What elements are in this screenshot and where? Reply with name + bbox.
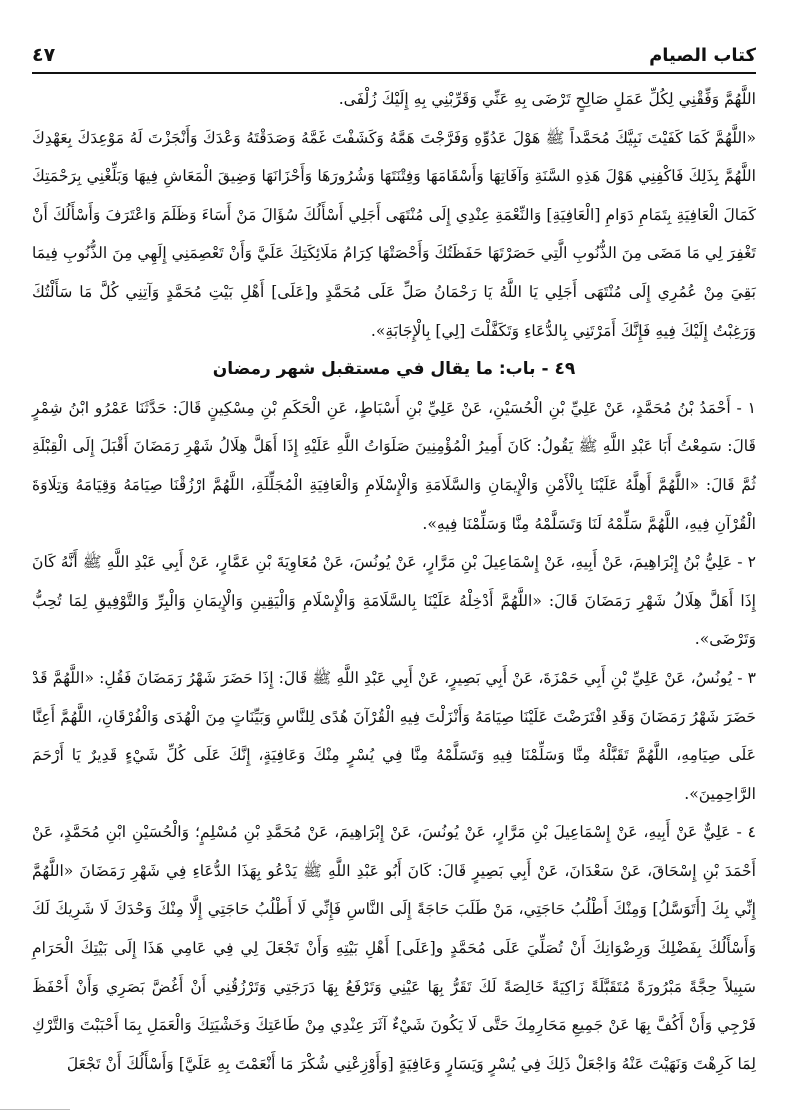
page-header <box>32 28 756 74</box>
page-number: ٤٧ <box>32 44 56 66</box>
paragraph: اللَّهُمَّ وَفِّقْنِي لِكُلِّ عَمَلٍ صَالِحٍ تَرْضَى بِهِ عَنِّي وَقَرِّبْنِي بِهِ إِلَيْكَ زُلْفَى. <box>338 90 756 108</box>
section-heading: ٤٩ - باب: ما يقال في مستقبل شهر رمضان <box>212 359 576 380</box>
narration-3: ٣ - يُونُسُ، عَنْ عَلِيِّ بْنِ أَبِي حَمْزَةَ، عَنْ أَبِي بَصِيرٍ، عَنْ أَبِي عَبْدِ اللَّهِ ﷺ قَالَ: إِذَا حَضَرَ شَهْرُ رَمَضَانَ فَقُلِ: «اللَّهُمَّ قَدْ حَضَرَ شَهْرُ رَمَضَانَ وَقَدِ افْتَرَضْتَ عَلَيْنَا صِيَامَهُ وَأَنْزَلْتَ فِيهِ الْقُرْآنَ هُدًى لِلنَّاسِ وَبَيِّنَاتٍ مِنَ الْهُدَى وَالْفُرْقَانِ، اللَّهُمَّ أَعِنَّا عَلَى صِيَامِهِ، اللَّهُمَّ تَقَبَّلْهُ مِنَّا وَسَلِّمْنَا فِيهِ وَتَسَلَّمْهُ مِنَّا فِي يُسْرٍ مِنْكَ وَعَافِيَةٍ، إِنَّكَ عَلَى كُلِّ شَيْءٍ قَدِيرٌ يَا أَرْحَمَ الرَّاحِمِينَ». <box>32 668 756 803</box>
page-body <box>32 80 756 1083</box>
running-title: كتاب الصيام <box>649 45 756 66</box>
narration-4: ٤ - عَلِيٌّ عَنْ أَبِيهِ، عَنْ إِسْمَاعِيلَ بْنِ مَرَّارٍ، عَنْ يُونُسَ، عَنْ إِبْرَاهِيمَ، عَنْ مُحَمَّدِ بْنِ مُسْلِمٍ؛ وَالْحُسَيْنِ ابْنِ مُحَمَّدٍ، عَنْ أَحْمَدَ بْنِ إِسْحَاقَ، عَنْ سَعْدَانَ، عَنْ أَبِي بَصِيرٍ قَالَ: كَانَ أَبُو عَبْدِ اللَّهِ ﷺ يَدْعُو بِهَذَا الدُّعَاءِ فِي شَهْرِ رَمَضَانَ «اللَّهُمَّ إِنِّي بِكَ [أَتَوَسَّلُ] وَمِنْكَ أَطْلُبُ حَاجَتِي، مَنْ طَلَبَ حَاجَةً إِلَى النَّاسِ فَإِنِّي لَا أَطْلُبُ حَاجَتِي إِلَّا مِنْكَ وَحْدَكَ لَا شَرِيكَ لَكَ وَأَسْأَلُكَ بِفَضْلِكَ وَرِضْوَانِكَ أَنْ تُصَلِّيَ عَلَى مُحَمَّدٍ و[عَلَى] أَهْلِ بَيْتِهِ وَأَنْ تَجْعَلَ لِي فِي عَامِي هَذَا إِلَى بَيْتِكَ الْحَرَامِ سَبِيلاً حِجَّةً مَبْرُورَةً مُتَقَبَّلَةً زَاكِيَةً خَالِصَةً لَكَ تَقَرُّ بِهَا عَيْنِي وَتَرْفَعُ بِهَا دَرَجَتِي وَتَرْزُقُنِي أَنْ أَغُضَّ بَصَرِي وَأَنْ أَحْفَظَ فَرْجِي وَأَنْ أَكُفَّ بِهَا عَنْ جَمِيعِ مَحَارِمِكَ حَتَّى لَا يَكُونَ شَيْءٌ آثَرَ عِنْدِي مِنْ طَاعَتِكَ وَخَشْيَتِكَ وَالْعَمَلِ بِمَا أَحْبَبْتَ وَالتَّرْكِ لِمَا كَرِهْتَ وَنَهَيْتَ عَنْهُ وَاجْعَلْ ذَلِكَ فِي يُسْرٍ وَيَسَارٍ وَعَافِيَةٍ [وَأَوْزِعْنِي شُكْرَ مَا أَنْعَمْتَ بِهِ عَلَيَّ] وَأَسْأَلُكَ أَنْ تَجْعَلَ <box>32 823 756 1073</box>
scan-edge-line <box>0 1109 70 1110</box>
paragraph: «اللَّهُمَّ كَمَا كَفَيْتَ نَبِيَّكَ مُحَمَّداً ﷺ هَوْلَ عَدُوِّهِ وَفَرَّجْتَ هَمَّهُ وَكَشَفْتَ غَمَّهُ وَصَدَقْتَهُ وَعْدَكَ وَأَنْجَزْتَ لَهُ مَوْعِدَكَ بِعَهْدِكَ اللَّهُمَّ بِذَلِكَ فَاكْفِنِي هَوْلَ هَذِهِ السَّنَةِ وَآفَاتِهَا وَأَسْقَامَهَا وَفِتْنَتَهَا وَشُرُورَهَا وَأَحْزَانَهَا وَضِيقَ الْمَعَاشِ فِيهَا وَبَلِّغْنِي بِرَحْمَتِكَ كَمَالَ الْعَافِيَةِ بِتَمَامِ دَوَامِ [الْعَافِيَةِ] وَالنِّعْمَةِ عِنْدِي إِلَى مُنْتَهَى أَجَلِي أَسْأَلُكَ سُؤَالَ مَنْ أَسَاءَ وَظَلَمَ وَاعْتَرَفَ وَأَسْأَلُكَ أَنْ تَغْفِرَ لِي مَا مَضَى مِنَ الذُّنُوبِ الَّتِي حَصَرْتَهَا حَفَظَتُكَ وَأَحْصَتْهَا كِرَامُ مَلَائِكَتِكَ عَلَيَّ وَأَنْ تَعْصِمَنِي إِلَهِي مِنَ الذُّنُوبِ فِيمَا بَقِيَ مِنْ عُمُرِي إِلَى مُنْتَهَى أَجَلِي يَا اللَّهُ يَا رَحْمَانُ صَلِّ عَلَى مُحَمَّدٍ و[عَلَى] أَهْلِ بَيْتِ مُحَمَّدٍ وَآتِنِي كُلَّ مَا سَأَلْتُكَ وَرَغِبْتُ إِلَيْكَ فِيهِ فَإِنَّكَ أَمَرْتَنِي بِالدُّعَاءِ وَتَكَفَّلْتَ [لِي] بِالْإِجَابَةِ». <box>32 128 756 340</box>
narration-1: ١ - أَحْمَدُ بْنُ مُحَمَّدٍ، عَنْ عَلِيِّ بْنِ الْحُسَيْنِ، عَنْ عَلِيِّ بْنِ أَسْبَاطٍ، عَنِ الْحَكَمِ بْنِ مِسْكِينٍ قَالَ: حَدَّثَنَا عَمْرُو ابْنُ شِمْرٍ قَالَ: سَمِعْتُ أَبَا عَبْدِ اللَّهِ ﷺ يَقُولُ: كَانَ أَمِيرُ الْمُؤْمِنِينَ صَلَوَاتُ اللَّهِ عَلَيْهِ إِذَا أَهَلَّ هِلَالُ شَهْرِ رَمَضَانَ أَقْبَلَ إِلَى الْقِبْلَةِ ثُمَّ قَالَ: «اللَّهُمَّ أَهِلَّهُ عَلَيْنَا بِالْأَمْنِ وَالْإِيمَانِ وَالسَّلَامَةِ وَالْإِسْلَامِ وَالْعَافِيَةِ الْمُجَلِّلَةِ، اللَّهُمَّ ارْزُقْنَا صِيَامَهُ وَقِيَامَهُ وَتِلَاوَةَ الْقُرْآنِ فِيهِ، اللَّهُمَّ سَلِّمْهُ لَنَا وَتَسَلَّمْهُ مِنَّا وَسَلِّمْنَا فِيهِ». <box>32 398 756 533</box>
narration-2: ٢ - عَلِيُّ بْنُ إِبْرَاهِيمَ، عَنْ أَبِيهِ، عَنْ إِسْمَاعِيلَ بْنِ مَرَّارٍ، عَنْ يُونُسَ، عَنْ مُعَاوِيَةَ بْنِ عَمَّارٍ، عَنْ أَبِي عَبْدِ اللَّهِ ﷺ أَنَّهُ كَانَ إِذَا أَهَلَّ هِلَالُ شَهْرِ رَمَضَانَ قَالَ: «اللَّهُمَّ أَدْخِلْهُ عَلَيْنَا بِالسَّلَامَةِ وَالْإِسْلَامِ وَالْيَقِينِ وَالْإِيمَانِ وَالْبِرِّ وَالتَّوْفِيقِ لِمَا تُحِبُّ وَتَرْضَى». <box>32 553 756 649</box>
